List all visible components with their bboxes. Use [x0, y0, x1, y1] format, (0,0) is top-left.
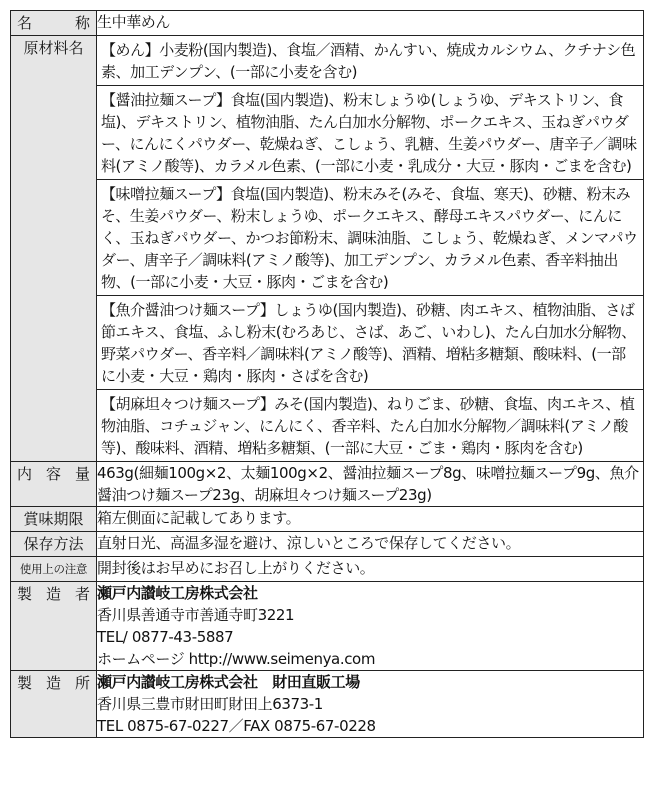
row-manufacturer	[11, 582, 644, 671]
row-storage	[11, 532, 644, 557]
ingredient-block-gyokai-soup	[97, 295, 643, 389]
ingredient-block-tantan-soup	[97, 389, 643, 461]
header-content-char: 容	[45, 465, 61, 483]
ingredient-heading: 【味噌拉麺スープ】	[101, 185, 231, 203]
ingredient-text: しょうゆ(国内製造)、砂糖、肉エキス、植物油脂、さば節エキス、食塩、ふし粉末(むろあじ、さば、あご、いわし)、たん白加水分解物、野菜パウダー、香辛料／調味料(アミノ酸等)、酒精、増粘多糖類、酸味料、(一部に小麦・大豆・鶏肉・豚肉・さばを含む)	[101, 301, 636, 385]
storage-value: 直射日光、高温多湿を避け、涼しいところで保存してください。	[97, 532, 644, 557]
ingredient-heading: 【めん】	[101, 41, 160, 59]
manufacturer-address: 香川県善通寺市善通寺町3221	[97, 606, 295, 624]
ingredient-block-miso-soup	[97, 179, 643, 295]
best-before-value: 箱左側面に記載してあります。	[97, 507, 644, 532]
caution-value: 開封後はお早めにお召し上がりください。	[97, 557, 644, 582]
ingredient-heading: 【魚介醤油つけ麺スープ】	[101, 301, 275, 319]
row-content	[11, 462, 644, 507]
header-ingredients: 原材料名	[11, 36, 97, 462]
header-factory	[11, 671, 97, 738]
header-name-char: 名	[17, 14, 33, 32]
header-factory-char: 造	[45, 674, 61, 692]
header-manufacturer-char: 製	[17, 585, 33, 603]
ingredient-text: 小麦粉(国内製造)、食塩／酒精、かんすい、焼成カルシウム、クチナシ色素、加工デンプン、(一部に小麦を含む)	[101, 41, 636, 81]
header-content-char: 内	[17, 465, 33, 483]
header-name-char: 称	[74, 14, 90, 32]
ingredient-text: 食塩(国内製造)、粉末みそ(みそ、食塩、寒天)、砂糖、粉末みそ、生姜パウダー、粉末しょうゆ、ポークエキス、酵母エキスパウダー、にんにく、玉ねぎパウダー、かつお節粉末、調味油脂、こしょう、乾燥ねぎ、メンマパウダー、唐辛子／調味料(アミノ酸等)、加工デンプン、カラメル色素、香辛料抽出物、(一部に小麦・大豆・豚肉・ごまを含む)	[101, 185, 638, 291]
ingredient-block-noodles	[97, 36, 643, 85]
header-manufacturer-char: 造	[45, 585, 61, 603]
header-factory-char: 製	[17, 674, 33, 692]
header-content-char: 量	[74, 465, 90, 483]
manufacturer-value	[97, 582, 644, 671]
manufacturer-tel: TEL/ 0877-43-5887	[97, 628, 234, 646]
header-manufacturer	[11, 582, 97, 671]
factory-tel-fax: TEL 0875-67-0227／FAX 0875-67-0228	[97, 717, 376, 735]
content-value: 463g(細麺100g×2、太麺100g×2、醤油拉麺スープ8g、味噌拉麺スープ9g、魚介醤油つけ麺スープ23g、胡麻坦々つけ麺スープ23g)	[97, 462, 644, 507]
food-label-table	[10, 10, 644, 738]
header-manufacturer-char: 者	[74, 585, 90, 603]
row-factory	[11, 671, 644, 738]
manufacturer-company: 瀬戸内讃岐工房株式会社	[97, 584, 258, 602]
header-storage: 保存方法	[11, 532, 97, 557]
ingredients-cell	[97, 36, 644, 462]
name-value: 生中華めん	[97, 11, 644, 36]
ingredient-heading: 【醤油拉麺スープ】	[101, 91, 231, 109]
ingredient-heading: 【胡麻坦々つけ麺スープ】	[101, 395, 275, 413]
row-ingredients	[11, 36, 644, 462]
row-caution	[11, 557, 644, 582]
ingredient-text: 食塩(国内製造)、粉末しょうゆ(しょうゆ、デキストリン、食塩)、デキストリン、植物油脂、たん白加水分解物、ポークエキス、玉ねぎパウダー、にんにくパウダー、乾燥ねぎ、こしょう、乳糖、生姜パウダー、唐辛子／調味料(アミノ酸等)、カラメル色素、(一部に小麦・乳成分・大豆・豚肉・ごまを含む)	[101, 91, 637, 175]
header-name	[11, 11, 97, 36]
factory-address: 香川県三豊市財田町財田上6373-1	[97, 695, 323, 713]
factory-company: 瀬戸内讃岐工房株式会社 財田直販工場	[97, 673, 360, 691]
ingredient-block-shoyu-soup	[97, 85, 643, 179]
header-content	[11, 462, 97, 507]
header-factory-char: 所	[74, 674, 90, 692]
row-name	[11, 11, 644, 36]
ingredient-text: みそ(国内製造)、ねりごま、砂糖、食塩、肉エキス、植物油脂、コチュジャン、にんにく、香辛料、たん白加水分解物／調味料(アミノ酸等)、酸味料、酒精、増粘多糖類、(一部に大豆・ごま・鶏肉・豚肉を含む)	[101, 395, 635, 457]
factory-value	[97, 671, 644, 738]
header-best-before: 賞味期限	[11, 507, 97, 532]
manufacturer-homepage: ホームページ http://www.seimenya.com	[97, 650, 376, 668]
row-best-before	[11, 507, 644, 532]
header-caution: 使用上の注意	[11, 557, 97, 582]
